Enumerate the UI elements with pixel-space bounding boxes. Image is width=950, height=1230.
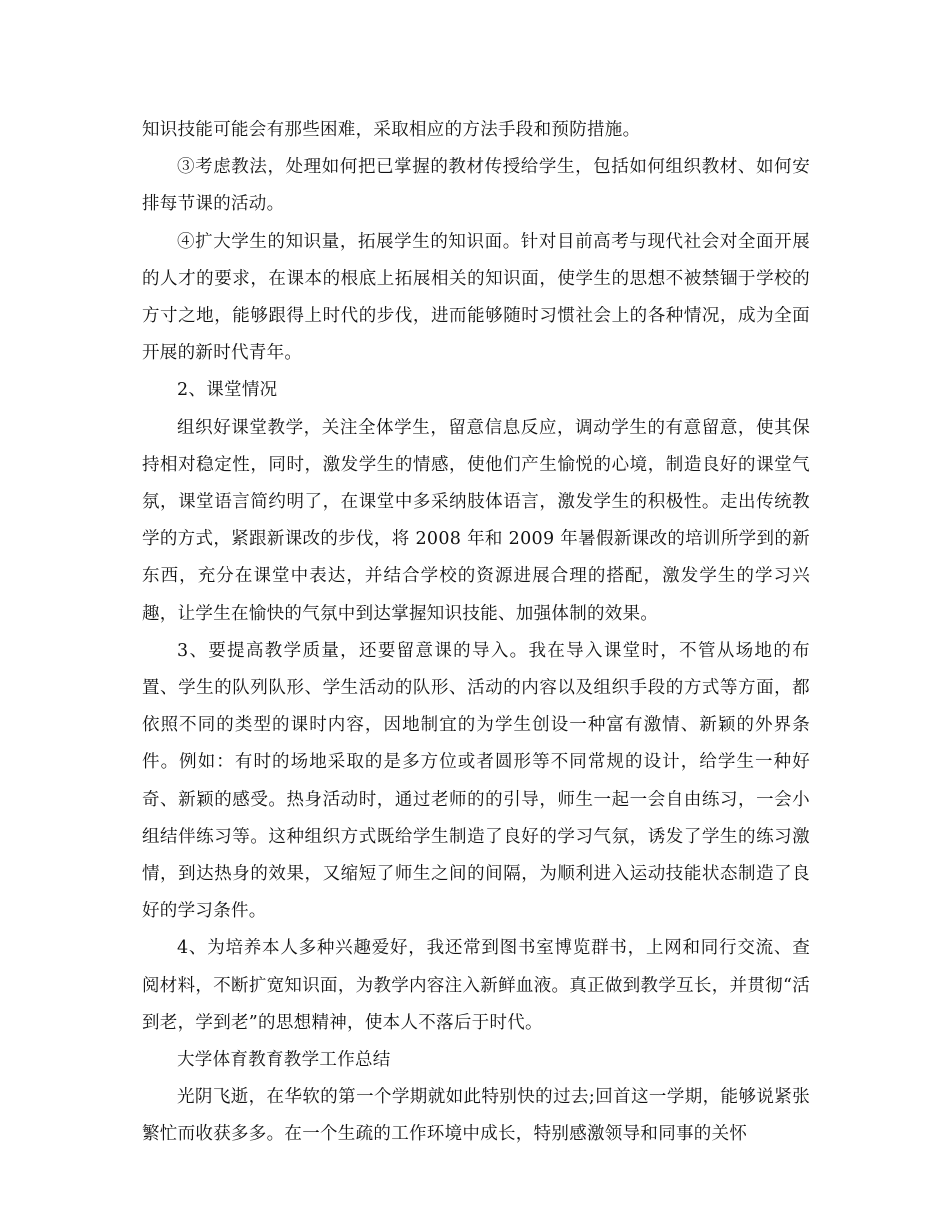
section-heading: 2、课堂情况 xyxy=(177,380,278,401)
paragraph: 光阴飞逝，在华软的第一个学期就如此特别快的过去;回首这一学期，能够说紧张繁忙而收获多多。在一个生疏的工作环境中成长，特别感激领导和同事的关怀 xyxy=(142,1087,810,1145)
paragraph: 4、为培养本人多种兴趣爱好，我还常到图书室博览群书，上网和同行交流、查阅材料，不断扩宽知识面，为教学内容注入新鲜血液。真正做到教学互长，并贯彻“活到老，学到老”的思想精神，使本人不落后于时代。 xyxy=(142,938,810,1033)
paragraph: 3、要提高教学质量，还要留意课的导入。我在导入课堂时，不管从场地的布置、学生的队列队形、学生活动的队形、活动的内容以及组织手段的方式等方面，都依照不同的类型的课时内容，因地制宜的为学生创设一种富有激情、新颖的外界条件。例如：有时的场地采取的是多方位或者圆形等不同常规的设计，给学生一种好奇、新颖的感受。热身活动时，通过老师的的引导，师生一起一会自由练习，一会小组结伴练习等。这种组织方式既给学生制造了良好的学习气氛，诱发了学生的练习激情，到达热身的效果，又缩短了师生之间的间隔，为顺利进入运动技能状态制造了良好的学习条件。 xyxy=(142,640,810,922)
paragraph: 组织好课堂教学，关注全体学生，留意信息反应，调动学生的有意留意，使其保持相对稳定性，同时，激发学生的情感，使他们产生愉悦的心境，制造良好的课堂气氛，课堂语言简约明了，在课堂中多采纳肢体语言，激发学生的积极性。走出传统教学的方式，紧跟新课改的步伐，将 2008 年和 2009 年暑假新课改的培训所学到的新东西，充分在课堂中表达，并结合学校的资源进展合理的搭配，激发学生的学习兴趣，让学生在愉快的气氛中到达掌握知识技能、加强体制的效果。 xyxy=(142,417,810,624)
section-title: 大学体育教育教学工作总结 xyxy=(177,1050,391,1071)
document-body xyxy=(142,112,810,1154)
paragraph: ④扩大学生的知识量，拓展学生的知识面。针对目前高考与现代社会对全面开展的人才的要求，在课本的根底上拓展相关的知识面，使学生的思想不被禁锢于学校的方寸之地，能够跟得上时代的步伐，进而能够随时习惯社会上的各种情况，成为全面开展的新时代青年。 xyxy=(142,231,810,364)
paragraph: 知识技能可能会有那些困难，采取相应的方法手段和预防措施。 xyxy=(142,120,641,140)
paragraph: ③考虑教法，处理如何把已掌握的教材传授给学生，包括如何组织教材、如何安排每节课的活动。 xyxy=(142,157,810,215)
